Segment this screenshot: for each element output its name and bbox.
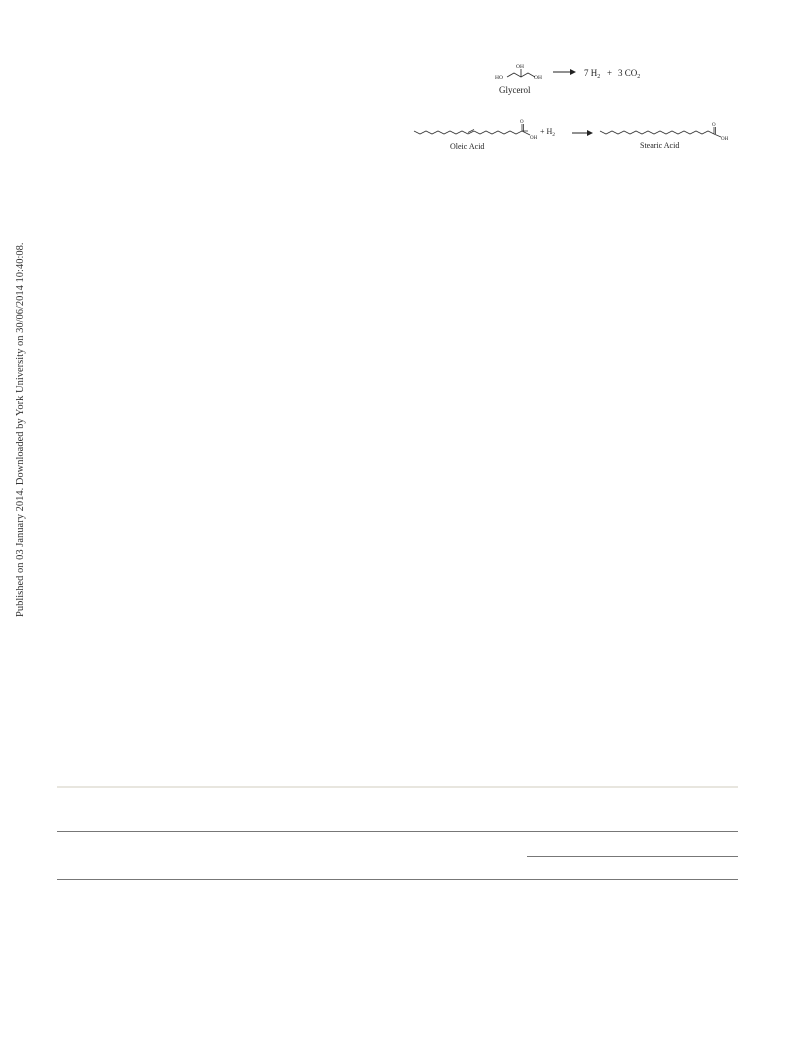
- product-co2: 3 $CO_2$: [618, 68, 641, 80]
- oleic-acid-label: Oleic Acid: [450, 142, 485, 151]
- stearic-oh: OH: [721, 137, 729, 142]
- reaction1-arrow: [553, 69, 576, 75]
- glycerol-structure: [507, 69, 535, 77]
- table-bottom-rule: [57, 879, 738, 880]
- glycerol-oh-right: OH: [534, 75, 542, 81]
- product-plus: +: [607, 68, 613, 78]
- product-h2: 7 $H_2$: [584, 68, 601, 80]
- oleic-acid-structure: [414, 124, 530, 135]
- table-partial-rule: [527, 856, 738, 857]
- glycerol-ho-left: HO: [495, 75, 503, 81]
- stearic-carbonyl-o: O: [712, 123, 716, 128]
- reaction-scheme: [410, 58, 740, 158]
- download-notice: Published on 03 January 2014. Downloaded by York University on 30/06/2014 10:40:08.: [15, 242, 26, 617]
- reagent-h2: + $H_2$: [540, 127, 556, 138]
- table-header-rule: [57, 831, 738, 832]
- table-top-rule: [57, 786, 738, 788]
- oleic-carbonyl-o: O: [520, 120, 524, 125]
- glycerol-oh-top: OH: [516, 64, 524, 70]
- stearic-acid-label: Stearic Acid: [640, 141, 680, 150]
- oleic-oh: OH: [530, 136, 538, 141]
- glycerol-label: Glycerol: [499, 85, 531, 95]
- stearic-acid-structure: [600, 127, 721, 137]
- reaction-scheme-svg: [410, 58, 740, 158]
- reaction2-arrow: [572, 130, 593, 136]
